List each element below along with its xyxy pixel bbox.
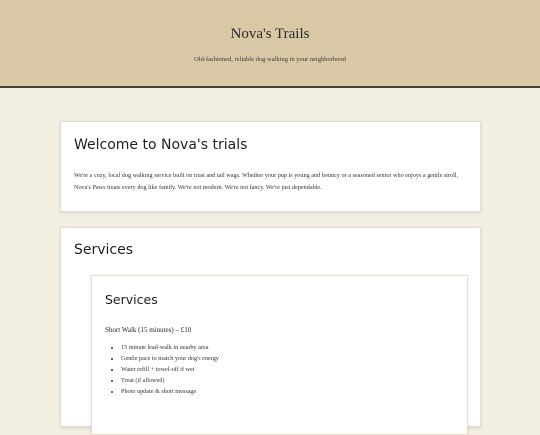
list-item: • Treat (if allowed) — [121, 375, 219, 386]
welcome-card — [60, 121, 481, 212]
list-item: • Water refill + towel-off if wet — [121, 364, 219, 375]
list-item: • Gentle pace to match your dog's energy — [121, 353, 219, 364]
list-item: • 15 minute lead-walk in nearby area — [121, 342, 219, 353]
services-card — [60, 227, 481, 427]
welcome-title: Welcome to Nova's trials — [74, 137, 248, 153]
services-section-title: Services — [74, 242, 134, 258]
site-title: Nova's Trails — [230, 26, 310, 42]
service-card-title: Services — [105, 292, 158, 307]
service-name: Short Walk (15 minutes) – £10 — [105, 326, 192, 334]
service-card — [91, 275, 468, 435]
welcome-text: We're a cozy, local dog walking service built on trust and tail wags. Whether your pup is young and bouncy or a seasoned senior who enjoys a gentle stroll, Nova's Paws treats every dog like family. We're not modern. We're not fancy. We're just dependable. — [74, 172, 459, 191]
site-tagline: Old-fashioned, reliable dog walking in your neighborhood — [194, 56, 346, 63]
site-header — [0, 0, 540, 88]
list-item: • Photo update & short message — [121, 386, 219, 397]
service-feature-list — [105, 342, 219, 397]
